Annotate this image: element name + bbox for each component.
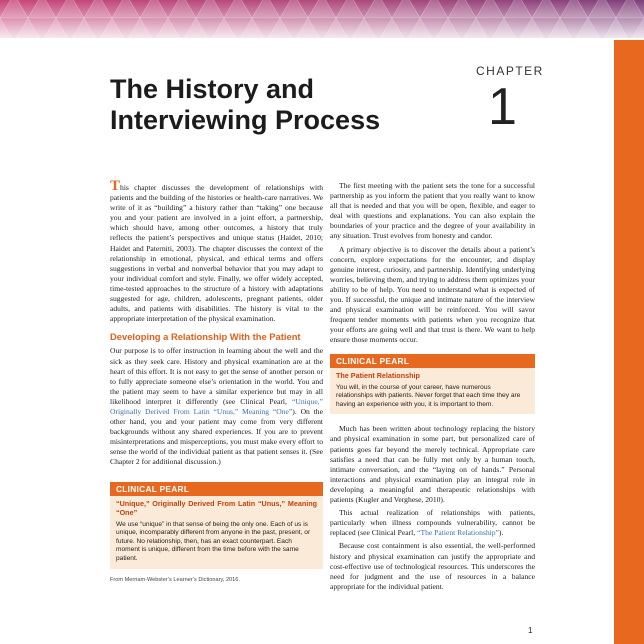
decorative-banner — [0, 0, 644, 38]
section-paragraph — [110, 346, 323, 467]
clinical-pearl-body: We use “unique” in that sense of being the only one. Each of us is unique, incomparably different from anyone in the past, present, or future. No relationship, then, has an exact counterpart. Each moment is unique, different from the time before with the same patient. — [116, 520, 311, 562]
right-paragraph-1: The first meeting with the patient sets the tone for a successful partnership as you inform the patient that you really want to know all that is needed and that you will be open, flexible, and eager to deal with questions and explanations. You can also explain the boundaries of your practice and the degree of your availability in any situation. Trust evolves from honesty and candor. — [330, 181, 535, 241]
title-line-1: The History and — [110, 74, 315, 104]
section-text-end: ). On the other hand, you and your patient may come from very different backgrounds without any shared experiences. If you are to prevent misinterpretations and misperceptions, you must make every effort to sense the world of the individual patient as that patient senses it. (See Chapter 2 for additional discussion.) — [110, 406, 323, 467]
chapter-label: CHAPTER — [476, 64, 544, 78]
para4-end: ). — [498, 528, 504, 538]
clinical-pearl-relationship — [330, 354, 535, 415]
right-column — [330, 181, 535, 595]
pearl-source-note: From Merriam-Webster’s Learner’s Dictionary, 2016. — [110, 576, 240, 583]
title-line-2: Interviewing Process — [110, 105, 381, 135]
clinical-pearl-link-relationship[interactable]: “The Patient Relationship” — [417, 528, 499, 538]
clinical-pearl-header: CLINICAL PEARL — [110, 482, 323, 496]
right-paragraph-4 — [330, 508, 535, 538]
right-paragraph-2: A primary objective is to discover the details about a patient’s concern, explore expectations for the encounter, and display genuine interest, curiosity, and partnership. Identifying underlying worries, believing them, and trying to address them optimizes your ability to be of help. You need to understand what is expected of you. If successful, the unique and intimate nature of the interview and physical examination will be reinforced. You will savor frequent tender moments with patients when you recognize that your efforts are going well and that trust is there. We want to help ensure those moments occur. — [330, 244, 535, 345]
chapter-title — [110, 74, 430, 136]
clinical-pearl-subtitle: The Patient Relationship — [336, 370, 420, 380]
clinical-pearl-header: CLINICAL PEARL — [330, 354, 535, 368]
chapter-side-bar — [614, 40, 644, 644]
para4-start: This actual realization of relationships with patients, particularly when illness compounds vulnerability, cannot be replaced (see Clinical Pearl, — [330, 508, 535, 538]
chapter-number: 1 — [488, 78, 517, 136]
page-number: 1 — [528, 626, 533, 635]
left-column — [110, 178, 323, 585]
triangle-pattern — [0, 0, 644, 38]
section-text-start: Our purpose is to offer instruction in learning about the well and the sick as they seek care. History and physical examination are at the heart of this effort. It is not easy to get the sense of another person or to fully appreciate someone else’s orientation in the world. You and the patient may seem to have a similar experience but may in all likelihood interpret it differently (see Clinical Pearl, — [110, 346, 323, 406]
drop-cap: T — [110, 178, 121, 194]
clinical-pearl-subtitle: “Unique,” Originally Derived From Latin “Unus,” Meaning “One” — [116, 498, 317, 517]
clinical-pearl-link-unique[interactable]: “Unique,” Originally Derived From Latin “Unus,” Meaning “One” — [110, 396, 323, 416]
section-heading: Developing a Relationship With the Patient — [110, 331, 301, 343]
intro-text: his chapter discusses the development of relationships with patients and the building of the histories or health-care narratives. We write of it as “building” a history rather than “taking” one because you and your patient are involved in a joint effort, a partnership, which should have, among other outcomes, a history that truly reflects the patient’s perspectives and unique status (Haidet, 2010; Haidet and Paterniti, 2003). The chapter discusses the context of the relationship in emotional, physical, and ethical terms and offers suggestions in verbal and nonverbal behavior that you may adapt to your individual comfort and style. Finally, we offer widely accepted, time-tested approaches to the structure of a history with adaptations suggested for age, children, adolescents, pregnant patients, older adults, and patients with disabilities. The history is vital to the appropriate interpretation of the physical examination. — [110, 183, 323, 324]
right-paragraph-5: Because cost containment is also essential, the well-performed history and physical examination can justify the appropriate and cost-effective use of technological resources. This underscores the need for judgment and the use of resources in a balance appropriate for the individual patient. — [330, 541, 535, 591]
right-paragraph-3: Much has been written about technology replacing the history and physical examination in some part, but personalized care of patients goes far beyond the merely technical. Appropriate care satisfies a need that can be fully met only by a human touch, intimate conversation, and the “laying on of hands.” Personal interactions and physical examination play an integral role in developing a meaningful and therapeutic relationships with patients (Kugler and Verghese, 2010). — [330, 424, 535, 505]
clinical-pearl-unique — [110, 482, 323, 569]
intro-paragraph — [110, 178, 323, 324]
clinical-pearl-body: You will, in the course of your career, have numerous relationships with patients. Never forget that each time they are having an experience with you, it is important to them. — [336, 383, 521, 408]
